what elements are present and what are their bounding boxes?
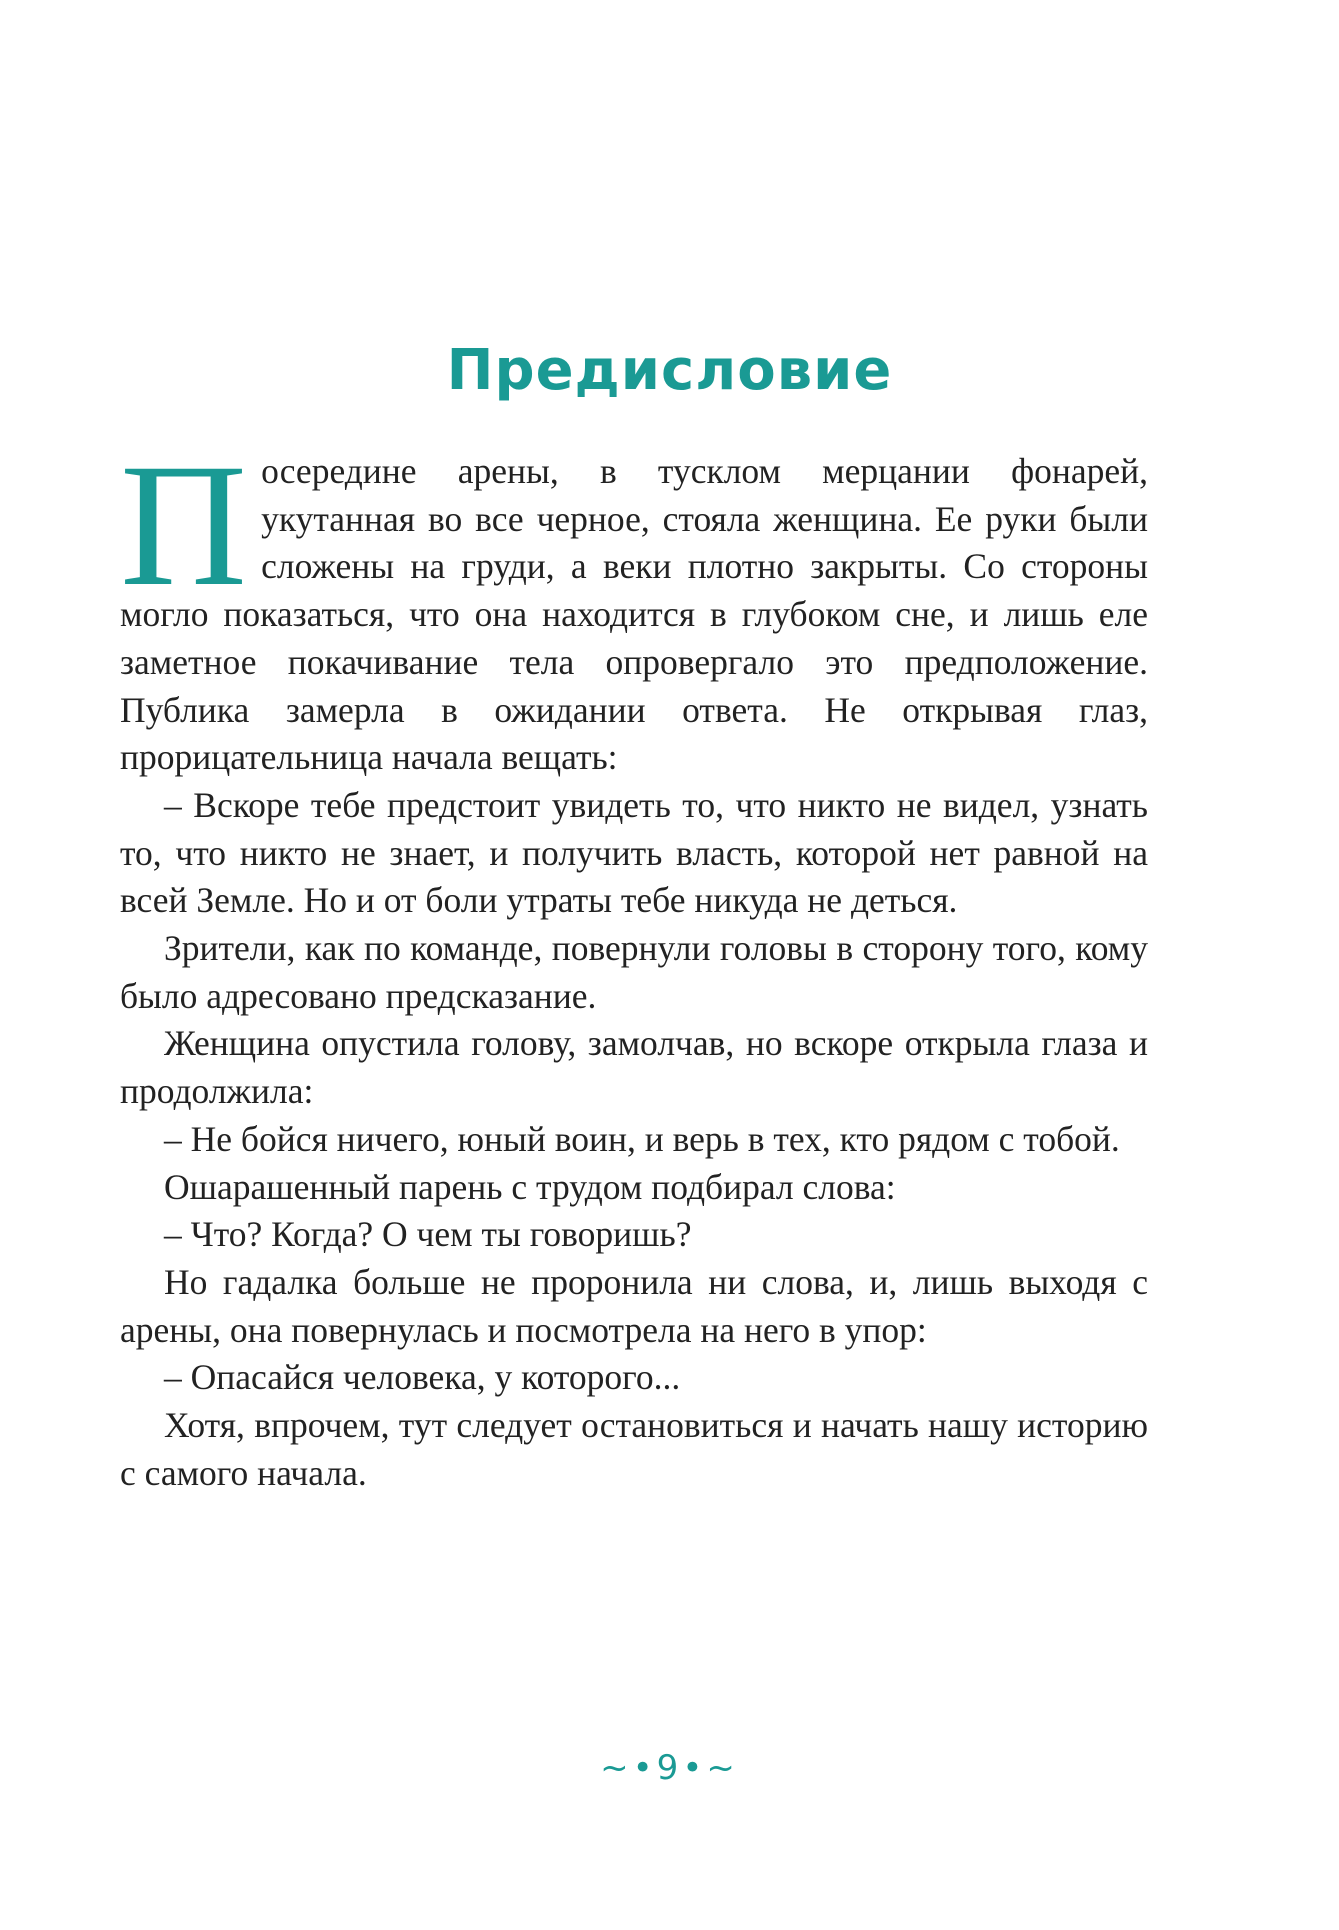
paragraph: Хотя, впрочем, тут следует остановиться и начать нашу историю с самого начала. — [120, 1405, 1148, 1493]
paragraph: – Что? Когда? О чем ты говоришь? — [164, 1214, 692, 1255]
body-text — [120, 428, 1148, 1497]
paragraph: – Вскоре тебе предстоит увидеть то, что никто не видел, узнать то, что никто не знает, и получить власть, которой нет равной на всей Земле. Но и от боли утраты тебе никуда не деться. — [120, 784, 1148, 921]
paragraph: – Опасайся человека, у которого... — [164, 1357, 681, 1398]
first-paragraph — [120, 428, 1148, 782]
paragraph: – Не бойся ничего, юный воин, и верь в тех, кто рядом с тобой. — [164, 1118, 1120, 1159]
paragraph: Зрители, как по команде, повернули головы в сторону того, кому было адресовано предсказание. — [120, 928, 1148, 1016]
page-number: ~•9•~ — [600, 1748, 739, 1788]
paragraph: Ошарашенный парень с трудом подбирал слова: — [164, 1166, 896, 1207]
drop-cap-letter: П — [120, 428, 248, 623]
paragraph: Женщина опустила голову, замолчав, но вскоре открыла глаза и продолжила: — [120, 1023, 1148, 1112]
chapter-title: Предисловие — [446, 338, 893, 403]
paragraph: Но гадалка больше не проронила ни слова, и, лишь выходя с арены, она повернулась и посмотрела на него в упор: — [120, 1261, 1148, 1350]
first-paragraph-text: осередине арены, в тусклом мерцании фонарей, укутанная во все черное, стояла женщина. Ее руки были сложены на груди, а веки плотно закрыты. Со стороны могло показаться, что она находится в глубоком сне, и лишь еле заметное покачивание тела опровергало это предположение. Публика замерла в ожидании ответа. Не открывая глаз, прорицательница начала вещать: — [120, 451, 1148, 778]
